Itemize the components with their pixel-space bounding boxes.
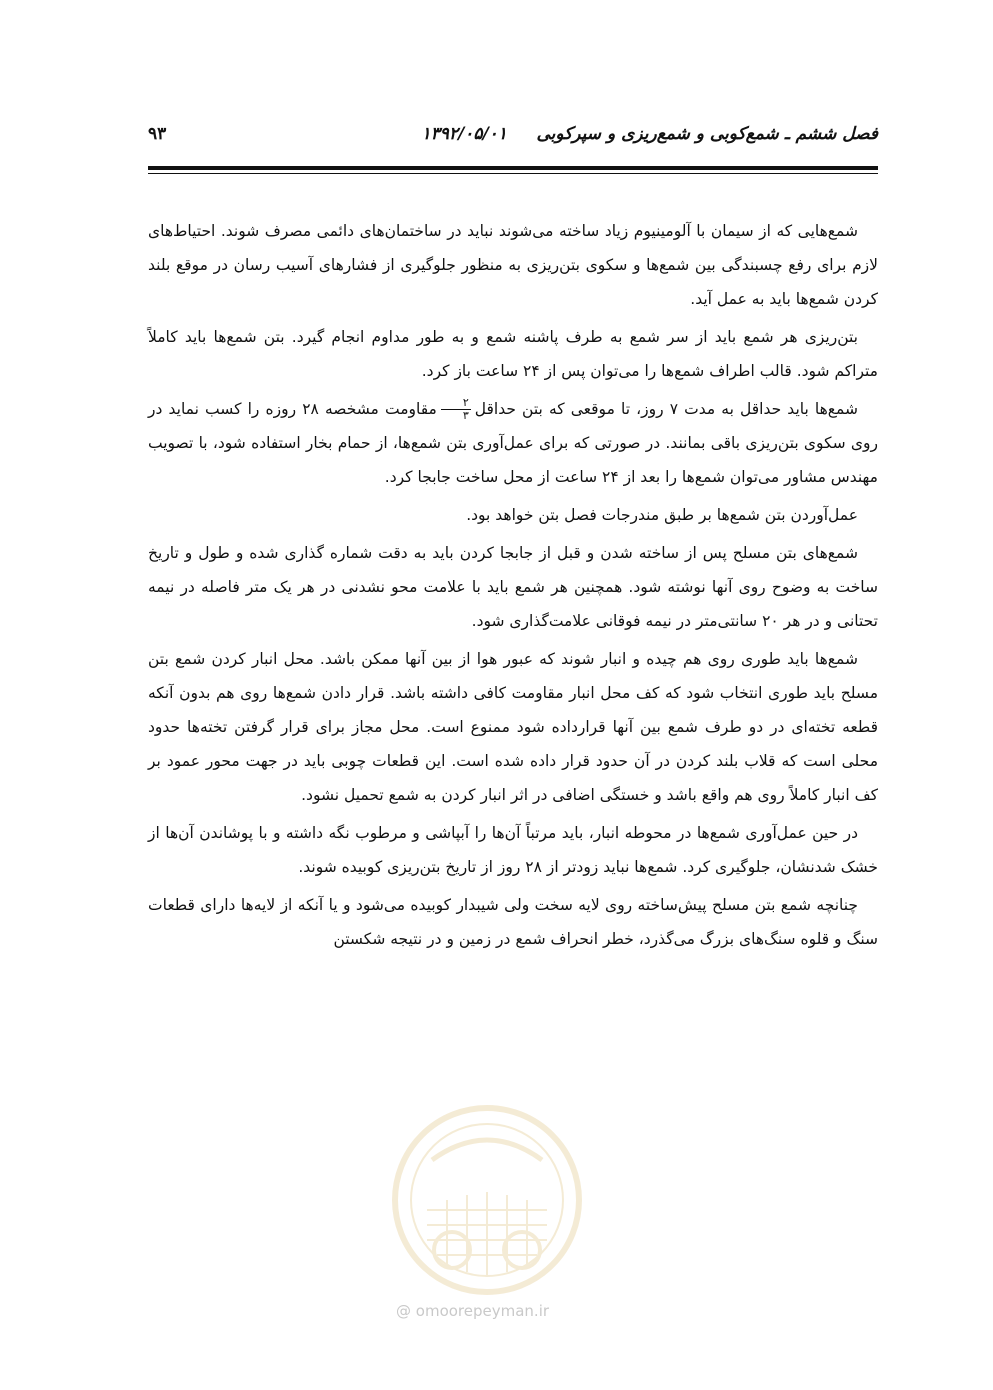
- paragraph-7: در حین عمل‌آوری شمع‌ها در محوطه انبار، باید مرتباً آن‌ها را آبپاشی و مرطوب نگه داشته و با پوشاندن آن‌ها از خشک شدنشان، جلوگیری کرد. شمع‌ها نباید زودتر از ۲۸ روز از تاریخ بتن‌ریزی کوبیده شوند.: [148, 824, 878, 876]
- chapter-title-text: فصل ششم ـ شمع‌کوبی و شمع‌ریزی و سپرکوبی: [536, 124, 878, 144]
- paragraph-6: شمع‌ها باید طوری روی هم چیده و انبار شوند که عبور هوا از بین آنها ممکن باشد. محل انبار کردن شمع بتن مسلح باید طوری انتخاب شود که کف محل انبار مقاومت کافی داشته باشد. قرار دادن شمع‌ها روی هم بدون آنکه قطعه تخته‌ای در دو طرف شمع بین آنها قرارداده شود ممنوع است. محل مجاز برای قرار گرفتن تخته‌ها حدود محلی است که قلاب بلند کردن در آن حدود قرار داده شده است. این قطعات چوبی باید در جهت محور عمود بر کف انبار کاملاً روی هم واقع باشد و خستگی اضافی در اثر انبار کردن به شمع تحمیل نشود.: [148, 650, 878, 804]
- fraction: [441, 397, 471, 422]
- chapter-title: [421, 124, 878, 144]
- paragraph-3: [148, 392, 878, 494]
- header-rule-thick: [148, 166, 878, 170]
- fraction-denominator: ۳: [462, 409, 469, 422]
- header-date: ۱۳۹۲/۰۵/۰۱: [421, 124, 507, 144]
- watermark-url: @ omoorepeyman.ir: [396, 1302, 550, 1320]
- fraction-numerator: ۲: [441, 397, 471, 410]
- page-number: ۹۳: [148, 124, 167, 144]
- paragraph-2: بتن‌ریزی هر شمع باید از سر شمع به طرف پاشنه شمع و به طور مداوم انجام گیرد. بتن شمع‌ها باید کاملاً متراکم شود. قالب اطراف شمع‌ها را می‌توان پس از ۲۴ ساعت باز کرد.: [148, 328, 878, 380]
- paragraph-3-before: شمع‌ها باید حداقل به مدت ۷ روز، تا موقعی که بتن حداقل: [474, 400, 858, 418]
- header-rule-thin: [148, 173, 878, 174]
- paragraph-1: شمع‌هایی که از سیمان با آلومینیوم زیاد ساخته می‌شوند نباید در ساختمان‌های دائمی مصرف شوند. احتیاط‌های لازم برای رفع چسبندگی بین شمع‌ها و سکوی بتن‌ریزی به منظور جلوگیری از فشارهای آسیب رسان در موقع بلند کردن شمع‌ها باید به عمل آید.: [148, 222, 878, 308]
- watermark-url-text: omoorepeyman.ir: [415, 1302, 550, 1320]
- body-text: [148, 214, 878, 960]
- paragraph-3-after: مقاومت مشخصه ۲۸ روزه را کسب نماید در روی سکوی بتن‌ریزی باقی بمانند. در صورتی که برای عمل‌آوری بتن شمع‌ها، از حمام بخار استفاده شود، با تصویب مهندس مشاور می‌توان شمع‌ها را بعد از ۲۴ ساعت از محل ساخت جابجا کرد.: [148, 400, 878, 486]
- paragraph-5: شمع‌های بتن مسلح پس از ساخته شدن و قبل از جابجا کردن باید به دقت شماره گذاری شده و طول و تاریخ ساخت به وضوح روی آنها نوشته شود. همچنین هر شمع باید با علامت محو نشدنی در هر یک متر فاصله در نیمه تحتانی و در هر ۲۰ سانتی‌متر در نیمه فوقانی علامت‌گذاری شود.: [148, 544, 878, 630]
- paragraph-4: عمل‌آوردن بتن شمع‌ها بر طبق مندرجات فصل بتن خواهد بود.: [466, 506, 858, 524]
- page-header: [148, 124, 878, 154]
- paragraph-8: چنانچه شمع بتن مسلح پیش‌ساخته روی لایه سخت ولی شیبدار کوبیده می‌شود و یا آنکه از لایه‌ها دارای قطعات سنگ و قلوه سنگ‌های بزرگ می‌گذرد، خطر انحراف شمع در زمین و در نتیجه شکستن: [148, 896, 878, 948]
- seal-logo-icon: [382, 1100, 592, 1300]
